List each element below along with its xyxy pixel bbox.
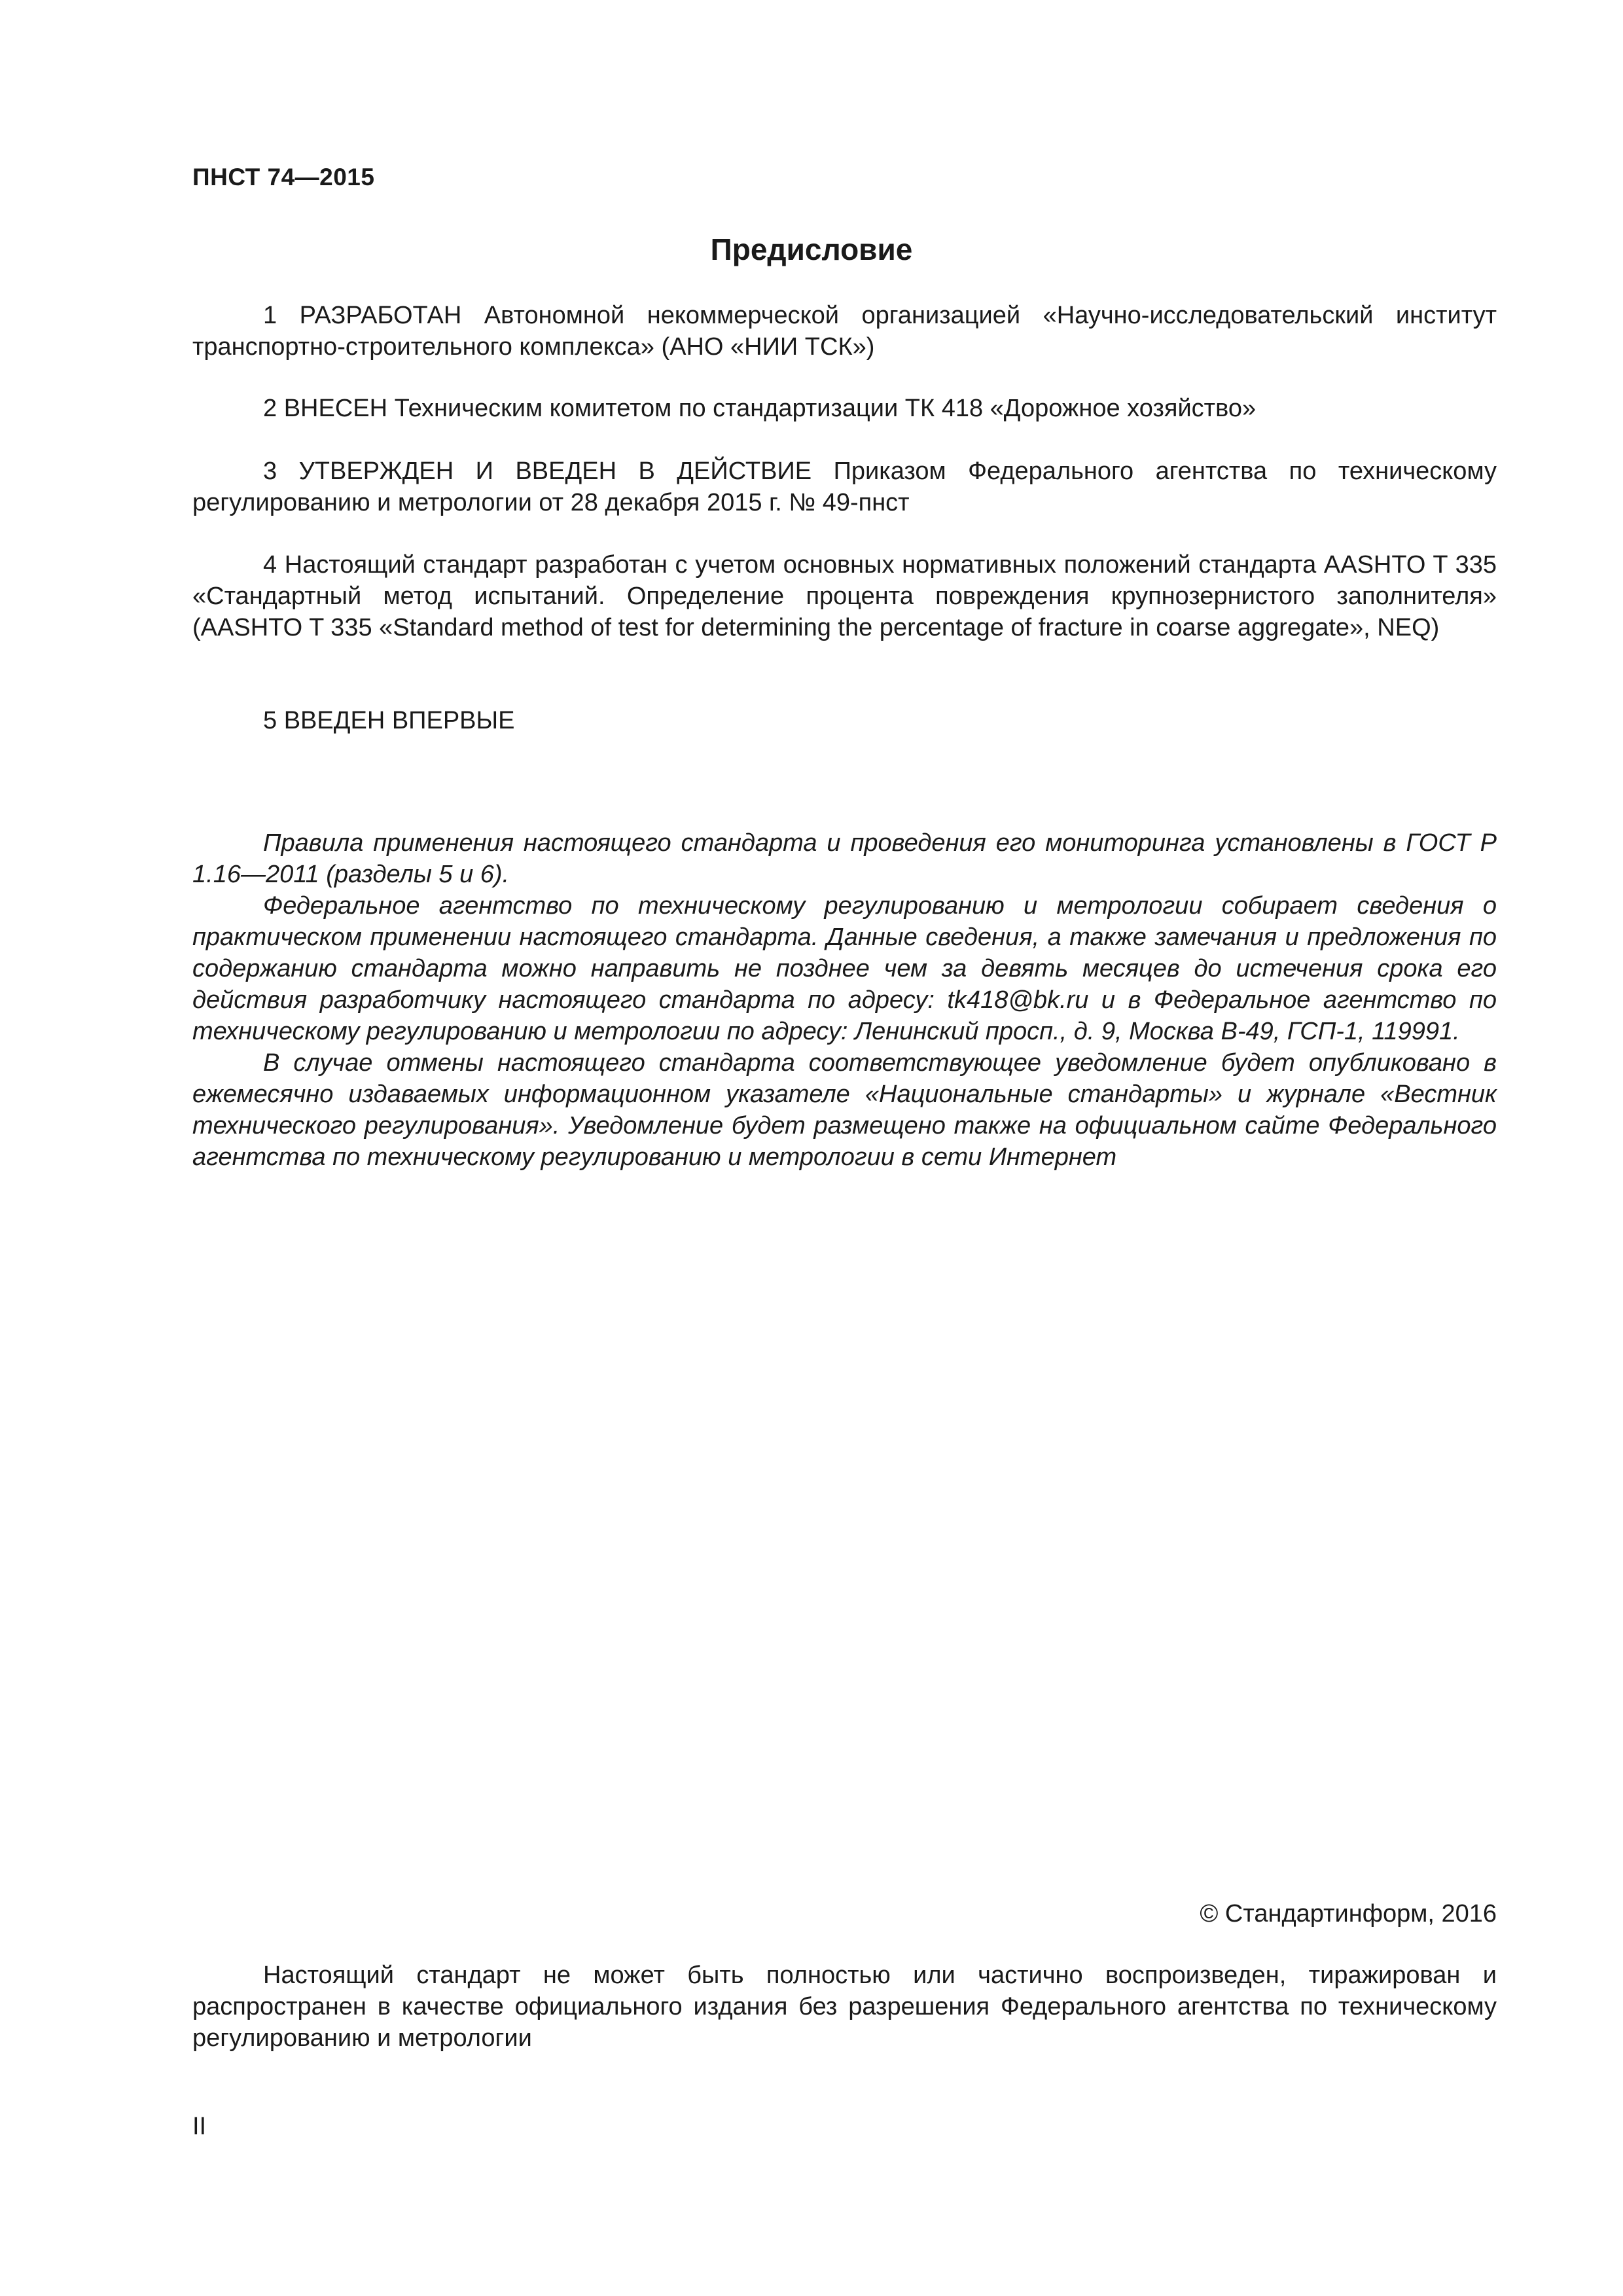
item-text: ВНЕСЕН Техническим комитетом по стандартизации ТК 418 «Дорожное хозяйство»	[283, 395, 1257, 422]
item-text: ВВЕДЕН ВПЕРВЫЕ	[283, 707, 515, 734]
foreword-item-2	[192, 393, 1497, 424]
application-notes	[192, 827, 1497, 1173]
foreword-item-4	[192, 549, 1497, 643]
note-paragraph-cancellation: В случае отмены настоящего стандарта соответствующее уведомление будет опубликовано в ежемесячно издаваемых информационном указателе «Национальные стандарты» и журнале «Вестник технического регулирования». Уведомление будет размещено также на официальном сайте Федерального агентства по техническому регулированию и метрологии в сети Интернет	[192, 1049, 1497, 1171]
item-number: 3	[263, 457, 277, 485]
reproduction-disclaimer	[192, 1960, 1497, 2054]
disclaimer-text: Настоящий стандарт не может быть полностью или частично воспроизведен, тиражирован и распространен в качестве официального издания без разрешения Федерального агентства по техническому регулированию и метрологии	[192, 1962, 1497, 2052]
item-number: 2	[263, 395, 277, 422]
copyright-notice: © Стандартинформ, 2016	[1200, 1900, 1497, 1928]
page-title: Предисловие	[710, 232, 913, 266]
foreword-item-1	[192, 300, 1497, 363]
item-number: 4	[263, 551, 277, 579]
item-number: 1	[263, 302, 277, 329]
item-number: 5	[263, 707, 277, 734]
item-text: Настоящий стандарт разработан с учетом основных нормативных положений стандарта AASHTO T 335 «Стандартный метод испытаний. Определение процента повреждения крупнозернистого заполнителя» (AASHTO T 335 «Standard method of test for determining the percentage of fracture in coarse aggregate», NEQ)	[192, 551, 1497, 641]
note-paragraph-feedback: Федеральное агентство по техническому регулированию и метрологии собирает сведения о практическом применении настоящего стандарта. Данные сведения, а также замечания и предложения по содержанию стандарта можно направить не позднее чем за девять месяцев до истечения срока его действия разработчику настоящего стандарта по адресу: tk418@bk.ru и в Федеральное агентство по техническому регулированию и метрологии по адресу: Ленинский просп., д. 9, Москва В-49, ГСП-1, 119991.	[192, 892, 1497, 1045]
item-text: УТВЕРЖДЕН И ВВЕДЕН В ДЕЙСТВИЕ Приказом Федерального агентства по техническому регулированию и метрологии от 28 декабря 2015 г. № 49-пнст	[192, 457, 1497, 516]
foreword-item-5	[192, 705, 1497, 736]
page-number: II	[192, 2113, 207, 2140]
note-paragraph-rules: Правила применения настоящего стандарта и проведения его мониторинга установлены в ГОСТ Р 1.16—2011 (разделы 5 и 6).	[192, 829, 1497, 888]
foreword-item-3	[192, 456, 1497, 518]
document-code: ПНСТ 74—2015	[192, 164, 375, 190]
item-text: РАЗРАБОТАН Автономной некоммерческой организацией «Научно-исследовательский институт транспортно-строительного комплекса» (АНО «НИИ ТСК»)	[192, 302, 1497, 361]
